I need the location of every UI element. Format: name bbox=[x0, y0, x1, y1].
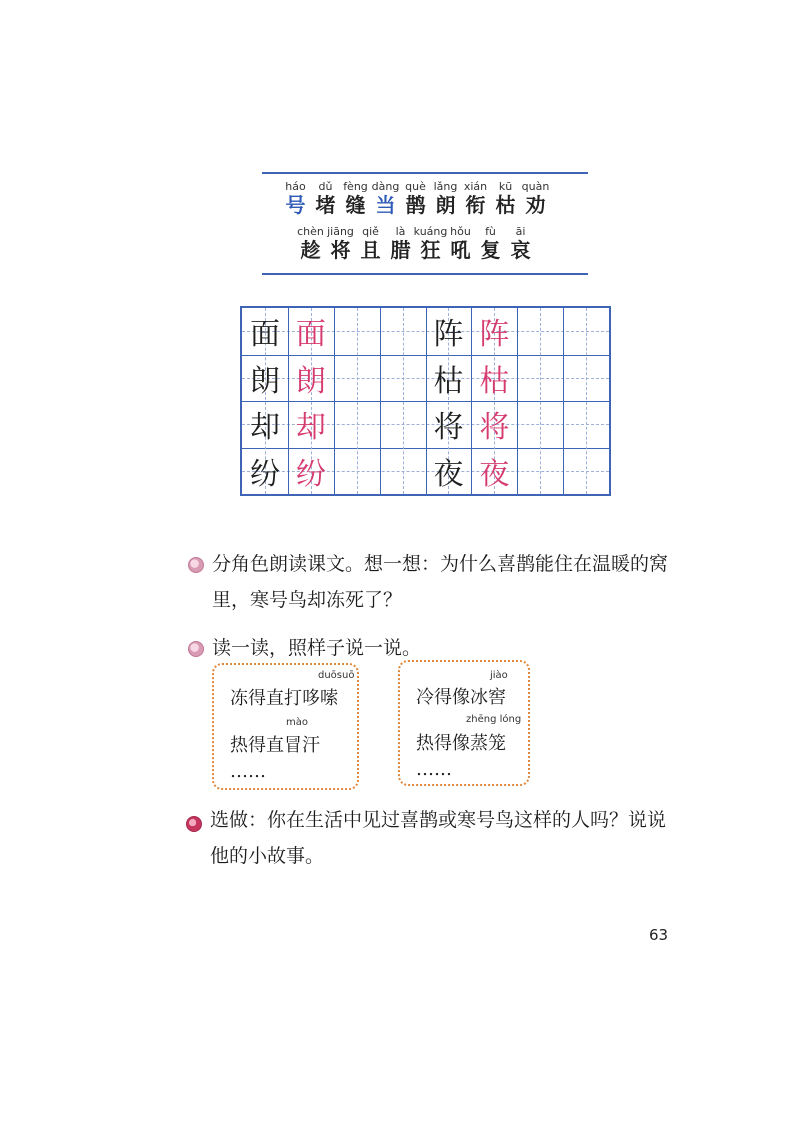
grid-col-line bbox=[563, 308, 564, 494]
question-3-line-2: 他的小故事。 bbox=[210, 845, 325, 867]
vocab-pinyin: āi bbox=[515, 225, 526, 238]
vocab-hanzi: 号 bbox=[285, 193, 306, 217]
grid-guide-line bbox=[357, 308, 358, 494]
question-bullet-icon bbox=[188, 557, 204, 573]
grid-model-char: 纷 bbox=[249, 456, 280, 492]
grid-model-char: 面 bbox=[249, 317, 280, 353]
grid-trace-char: 朗 bbox=[295, 363, 326, 399]
vocab-pinyin: lǎng bbox=[433, 180, 458, 193]
example-pinyin: jiào bbox=[490, 670, 508, 681]
grid-model-char: 却 bbox=[249, 410, 280, 446]
vocab-pinyin: háo bbox=[285, 180, 306, 193]
vocab-pinyin: dàng bbox=[371, 180, 400, 193]
vocab-pinyin: quàn bbox=[521, 180, 550, 193]
grid-model-char: 阵 bbox=[433, 317, 464, 353]
vocab-pinyin: qiě bbox=[362, 225, 379, 238]
grid-trace-char: 阵 bbox=[479, 317, 510, 353]
vocab-char bbox=[296, 225, 325, 262]
question-2: 读一读，照样子说一说。 bbox=[212, 637, 422, 659]
vocab-pinyin: dǔ bbox=[318, 180, 333, 193]
grid-trace-char: 面 bbox=[295, 317, 326, 353]
vocab-hanzi: 衔 bbox=[465, 193, 486, 217]
grid-model-char: 夜 bbox=[433, 456, 464, 492]
vocab-hanzi: 趁 bbox=[300, 238, 321, 262]
example-pinyin: duōsuō bbox=[318, 670, 355, 681]
vocab-hanzi: 且 bbox=[360, 238, 381, 262]
vocab-hanzi: 枯 bbox=[495, 193, 516, 217]
vocab-char bbox=[401, 180, 430, 217]
vocab-char bbox=[461, 180, 490, 217]
vocab-pinyin: què bbox=[405, 180, 426, 193]
example-ellipsis: …… bbox=[416, 759, 452, 780]
vocab-char bbox=[476, 225, 505, 262]
vocab-top-rule bbox=[262, 172, 588, 174]
vocab-char bbox=[506, 225, 535, 262]
vocab-hanzi: 劝 bbox=[525, 193, 546, 217]
example-phrase: 热得像蒸笼 bbox=[416, 733, 506, 754]
vocab-char bbox=[521, 180, 550, 217]
vocab-row-2 bbox=[296, 225, 536, 262]
vocab-hanzi: 堵 bbox=[315, 193, 336, 217]
vocab-hanzi: 当 bbox=[375, 193, 396, 217]
question-1-line-2: 里，寒号鸟却冻死了？ bbox=[212, 589, 403, 611]
vocab-bottom-rule bbox=[262, 273, 588, 275]
example-box-left bbox=[212, 663, 359, 790]
example-phrase: 冷得像冰窖 bbox=[416, 687, 506, 708]
vocab-char bbox=[413, 225, 448, 262]
vocab-pinyin: hǒu bbox=[450, 225, 471, 238]
page-number: 63 bbox=[649, 926, 669, 944]
vocab-char bbox=[431, 180, 460, 217]
vocab-hanzi: 缝 bbox=[345, 193, 366, 217]
vocab-hanzi: 狂 bbox=[420, 238, 441, 262]
vocab-hanzi: 复 bbox=[480, 238, 501, 262]
vocab-pinyin: jiāng bbox=[327, 225, 354, 238]
character-writing-grid bbox=[240, 306, 611, 496]
vocab-char bbox=[491, 180, 520, 217]
vocab-pinyin: chèn bbox=[297, 225, 324, 238]
example-box-right bbox=[398, 660, 530, 786]
vocab-char bbox=[446, 225, 475, 262]
grid-model-char: 枯 bbox=[433, 363, 464, 399]
vocab-pinyin: kū bbox=[498, 180, 513, 193]
vocab-char bbox=[281, 180, 310, 217]
vocab-hanzi: 朗 bbox=[435, 193, 456, 217]
grid-guide-line bbox=[403, 308, 404, 494]
question-bullet-icon bbox=[188, 641, 204, 657]
example-ellipsis: …… bbox=[230, 761, 266, 782]
vocab-hanzi: 哀 bbox=[510, 238, 531, 262]
grid-trace-char: 却 bbox=[295, 410, 326, 446]
grid-trace-char: 枯 bbox=[479, 363, 510, 399]
vocab-pinyin: là bbox=[395, 225, 406, 238]
grid-trace-char: 将 bbox=[479, 410, 510, 446]
grid-col-line bbox=[334, 308, 335, 494]
vocab-char bbox=[356, 225, 385, 262]
example-phrase: 热得直冒汗 bbox=[230, 735, 320, 756]
vocab-pinyin: fù bbox=[485, 225, 496, 238]
vocab-hanzi: 将 bbox=[330, 238, 351, 262]
example-pinyin: mào bbox=[286, 717, 308, 728]
question-1-line-1: 分角色朗读课文。想一想：为什么喜鹊能住在温暖的窝 bbox=[212, 553, 669, 575]
grid-col-line bbox=[380, 308, 381, 494]
vocab-row-1 bbox=[281, 180, 551, 217]
vocab-hanzi: 吼 bbox=[450, 238, 471, 262]
example-phrase: 冻得直打哆嗦 bbox=[230, 688, 338, 709]
optional-question-bullet-icon bbox=[186, 816, 202, 832]
vocab-pinyin: fèng bbox=[343, 180, 368, 193]
grid-trace-char: 纷 bbox=[295, 456, 326, 492]
grid-model-char: 朗 bbox=[249, 363, 280, 399]
grid-model-char: 将 bbox=[433, 410, 464, 446]
vocab-char bbox=[326, 225, 355, 262]
vocab-hanzi: 腊 bbox=[390, 238, 411, 262]
question-3 bbox=[210, 802, 680, 874]
vocab-char bbox=[386, 225, 415, 262]
vocab-char bbox=[341, 180, 370, 217]
vocab-char bbox=[311, 180, 340, 217]
vocab-pinyin: kuáng bbox=[413, 225, 448, 238]
grid-col-line bbox=[517, 308, 518, 494]
vocab-char bbox=[371, 180, 400, 217]
grid-guide-line bbox=[540, 308, 541, 494]
question-3-line-1: 选做：你在生活中见过喜鹊或寒号鸟这样的人吗？说说 bbox=[210, 809, 667, 831]
grid-guide-line bbox=[586, 308, 587, 494]
grid-trace-char: 夜 bbox=[479, 456, 510, 492]
vocab-hanzi: 鹊 bbox=[405, 193, 426, 217]
question-1 bbox=[212, 546, 682, 618]
example-pinyin: zhēng lóng bbox=[466, 714, 522, 725]
vocab-pinyin: xián bbox=[463, 180, 488, 193]
